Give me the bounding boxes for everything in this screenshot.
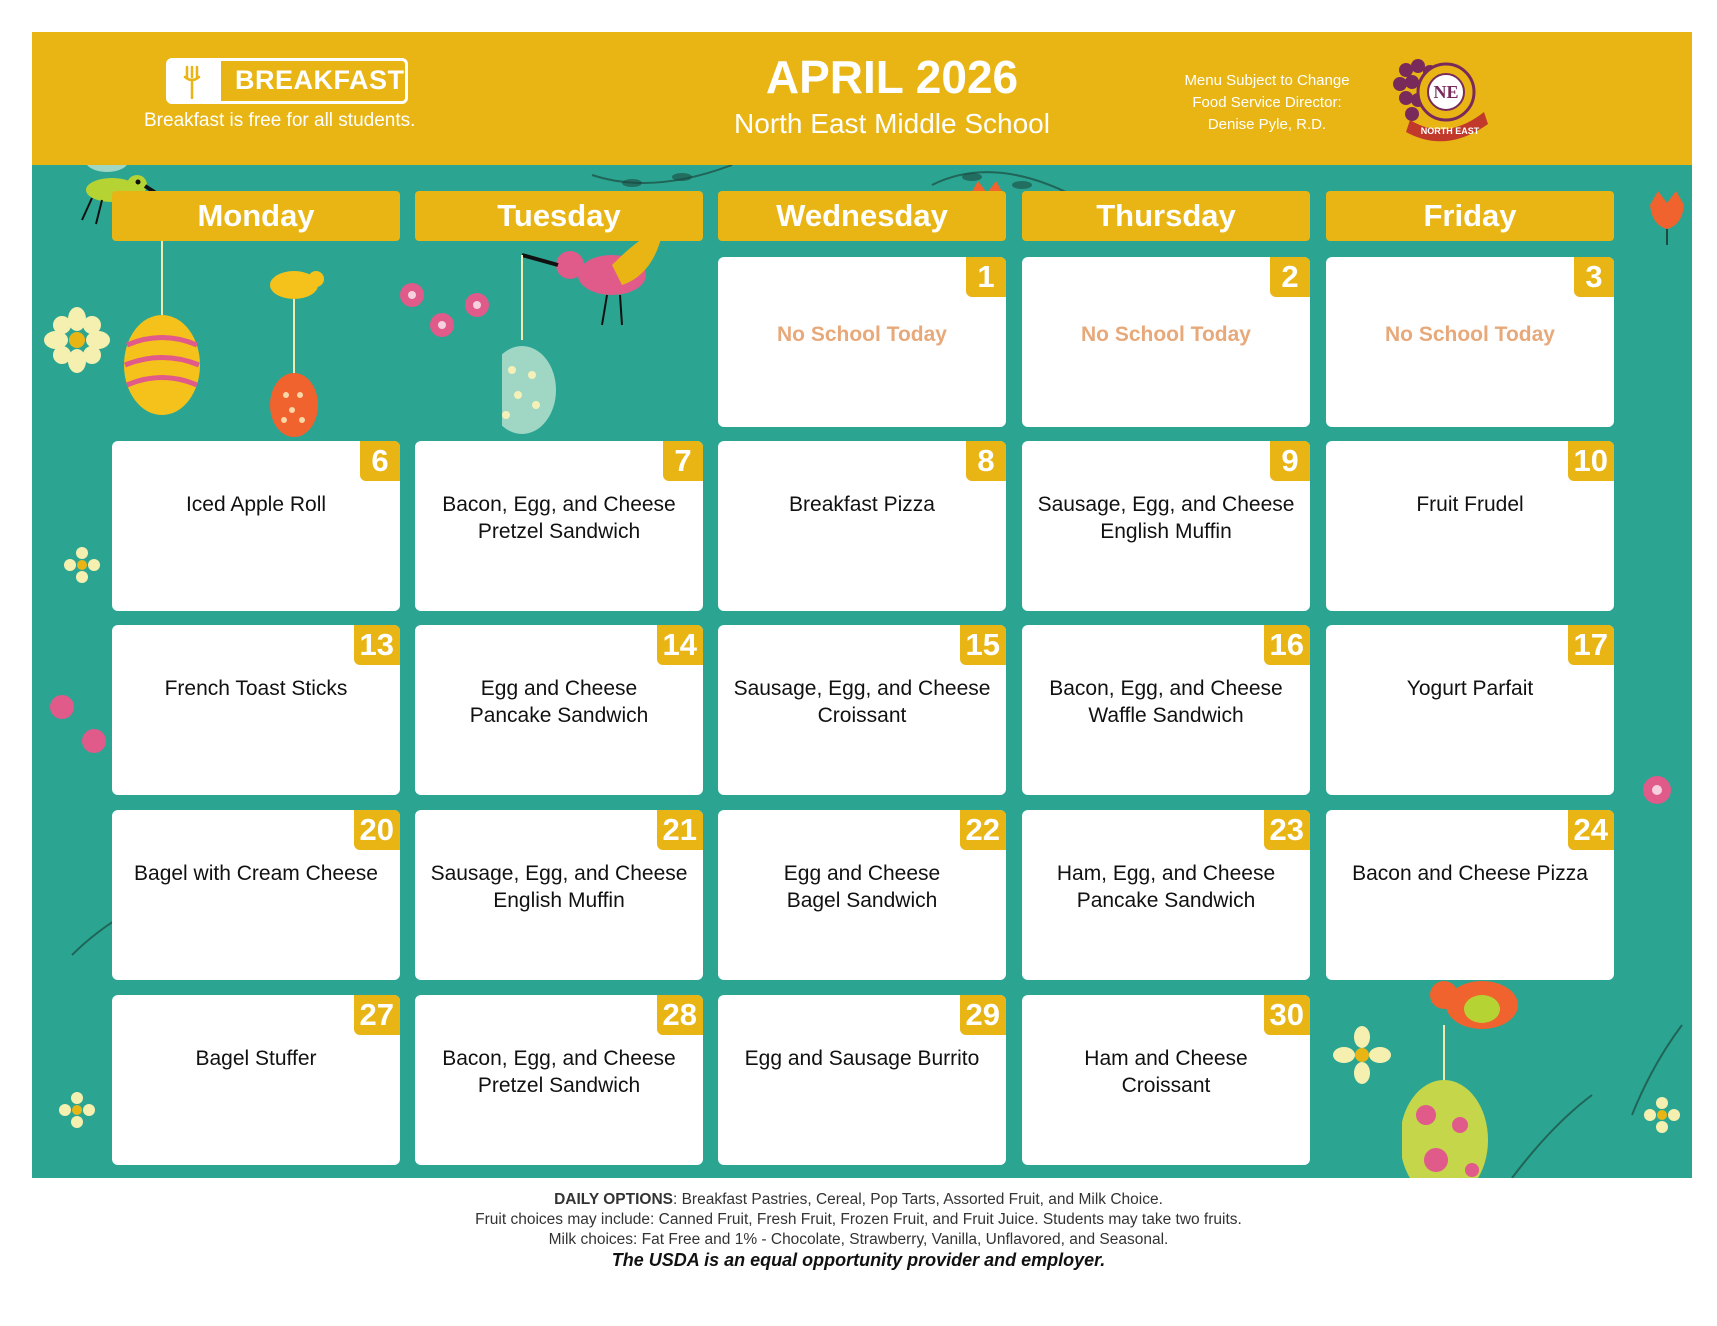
menu-item-text: Fruit Frudel: [1416, 493, 1524, 516]
calendar-day-cell: [1022, 625, 1310, 795]
logo-subtitle: Breakfast is free for all students.: [144, 110, 416, 131]
calendar-day-cell: [1022, 441, 1310, 611]
logo-label: BREAKFAST: [235, 65, 405, 95]
menu-item-text: Ham, Egg, and Cheese Pancake Sandwich: [1056, 862, 1276, 912]
day-number-badge: 27: [354, 995, 400, 1035]
seal-initials: NE: [1433, 82, 1459, 102]
calendar-day-cell: [1326, 441, 1614, 611]
day-number-badge: 15: [960, 625, 1006, 665]
day-number-badge: 2: [1270, 257, 1310, 297]
menu-item-text: Bacon, Egg, and Cheese Pretzel Sandwich: [442, 493, 676, 543]
menu-item-text: Egg and Cheese Bagel Sandwich: [783, 862, 941, 912]
day-number-badge: 17: [1568, 625, 1614, 665]
bird-with-egg-icon: [264, 265, 364, 445]
day-number-badge: 16: [1264, 625, 1310, 665]
menu-item-text: Bagel with Cream Cheese: [134, 862, 378, 885]
menu-item-text: Sausage, Egg, and Cheese Croissant: [733, 677, 991, 727]
day-header-thursday: Thursday: [1022, 191, 1310, 241]
calendar-day-cell: [415, 625, 703, 795]
calendar-day-cell: [112, 625, 400, 795]
calendar-day-cell: [112, 810, 400, 980]
menu-item-text: Iced Apple Roll: [185, 493, 327, 516]
calendar-day-cell: [1022, 995, 1310, 1165]
menu-item-text: Bacon and Cheese Pizza: [1352, 862, 1588, 885]
daisy-flower-icon: [1332, 1025, 1392, 1085]
footer-notes: [0, 1190, 1717, 1270]
calendar-day-cell: [718, 257, 1006, 427]
bird-with-egg-icon: [502, 225, 702, 435]
menu-item-text: Yogurt Parfait: [1406, 677, 1534, 700]
calendar-day-cell: [718, 995, 1006, 1165]
calendar-day-cell: [718, 441, 1006, 611]
menu-item-text: Bacon, Egg, and Cheese Pretzel Sandwich: [442, 1047, 676, 1097]
day-number-badge: 6: [360, 441, 400, 481]
calendar-day-cell: [415, 441, 703, 611]
school-seal-logo: [1380, 42, 1500, 152]
pink-flower-icon: [1632, 765, 1682, 815]
day-number-badge: 10: [1568, 441, 1614, 481]
calendar-day-cell: [1326, 810, 1614, 980]
day-header-wednesday: Wednesday: [718, 191, 1006, 241]
day-number-badge: 13: [354, 625, 400, 665]
calendar-day-cell: [718, 625, 1006, 795]
daily-options-text: : Breakfast Pastries, Cereal, Pop Tarts, Assorted Fruit, and Milk Choice.: [672, 1191, 1163, 1208]
seal-banner-text: NORTH EAST: [1420, 126, 1480, 136]
menu-item-text: Sausage, Egg, and Cheese English Muffin: [1037, 493, 1295, 543]
day-number-badge: 3: [1574, 257, 1614, 297]
day-number-badge: 24: [1568, 810, 1614, 850]
striped-easter-egg-icon: [122, 205, 242, 445]
menu-item-text: Egg and Cheese Pancake Sandwich: [469, 677, 649, 727]
no-school-label: No School Today: [777, 323, 947, 346]
usda-statement: The USDA is an equal opportunity provider and employer.: [611, 1250, 1106, 1270]
menu-note-line: Food Service Director:: [1192, 94, 1342, 111]
menu-item-text: Bagel Stuffer: [195, 1047, 317, 1070]
daily-options-line: [0, 1190, 1717, 1210]
day-number-badge: 23: [1264, 810, 1310, 850]
day-number-badge: 8: [966, 441, 1006, 481]
day-header-friday: Friday: [1326, 191, 1614, 241]
no-school-label: No School Today: [1081, 323, 1251, 346]
page-title: APRIL 2026: [765, 51, 1019, 103]
menu-item-text: Ham and Cheese Croissant: [1084, 1047, 1248, 1097]
day-number-badge: 9: [1270, 441, 1310, 481]
menu-item-text: French Toast Sticks: [164, 677, 348, 700]
pink-flowers-icon: [392, 275, 502, 355]
day-number-badge: 29: [960, 995, 1006, 1035]
bird-with-egg-icon: [1402, 965, 1562, 1178]
small-flower-icon: [1642, 1095, 1682, 1135]
calendar-day-cell: [112, 995, 400, 1165]
school-name: North East Middle School: [734, 108, 1050, 139]
day-number-badge: 1: [966, 257, 1006, 297]
menu-item-text: Breakfast Pizza: [789, 493, 935, 516]
day-number-badge: 20: [354, 810, 400, 850]
calendar-day-cell: [1326, 625, 1614, 795]
calendar-day-cell: [1022, 257, 1310, 427]
calendar-day-cell: [112, 441, 400, 611]
calendar-day-cell: [415, 810, 703, 980]
calendar-day-cell: [1326, 257, 1614, 427]
header-banner: [32, 32, 1692, 165]
menu-item-text: Egg and Sausage Burrito: [744, 1047, 980, 1070]
day-number-badge: 21: [657, 810, 703, 850]
pink-flowers-icon: [40, 685, 120, 765]
menu-note-line: Menu Subject to Change: [1184, 72, 1350, 89]
day-number-badge: 14: [657, 625, 703, 665]
day-header-monday: Monday: [112, 191, 400, 241]
small-flower-icon: [62, 545, 102, 585]
calendar-day-cell: [1022, 810, 1310, 980]
day-number-badge: 22: [960, 810, 1006, 850]
day-number-badge: 7: [663, 441, 703, 481]
menu-note: [1152, 70, 1382, 136]
day-number-badge: 28: [657, 995, 703, 1035]
fork-icon: [169, 61, 221, 101]
small-flower-icon: [57, 1090, 97, 1130]
day-header-tuesday: Tuesday: [415, 191, 703, 241]
daily-options-label: DAILY OPTIONS: [554, 1191, 673, 1208]
menu-item-text: Sausage, Egg, and Cheese English Muffin: [430, 862, 688, 912]
breakfast-logo: [166, 58, 408, 104]
calendar-day-cell: [718, 810, 1006, 980]
milk-choices-line: Milk choices: Fat Free and 1% - Chocolate, Strawberry, Vanilla, Unflavored, and Seasonal.: [548, 1231, 1169, 1248]
calendar-day-cell: [415, 995, 703, 1165]
day-number-badge: 30: [1264, 995, 1310, 1035]
fruit-choices-line: Fruit choices may include: Canned Fruit, Fresh Fruit, Frozen Fruit, and Fruit Juice. Students may take two fruits.: [475, 1211, 1242, 1228]
no-school-label: No School Today: [1385, 323, 1555, 346]
tulip-flower-icon: [1642, 185, 1692, 245]
daisy-flower-icon: [42, 305, 112, 375]
menu-note-line: Denise Pyle, R.D.: [1207, 116, 1327, 133]
menu-item-text: Bacon, Egg, and Cheese Waffle Sandwich: [1049, 677, 1283, 727]
